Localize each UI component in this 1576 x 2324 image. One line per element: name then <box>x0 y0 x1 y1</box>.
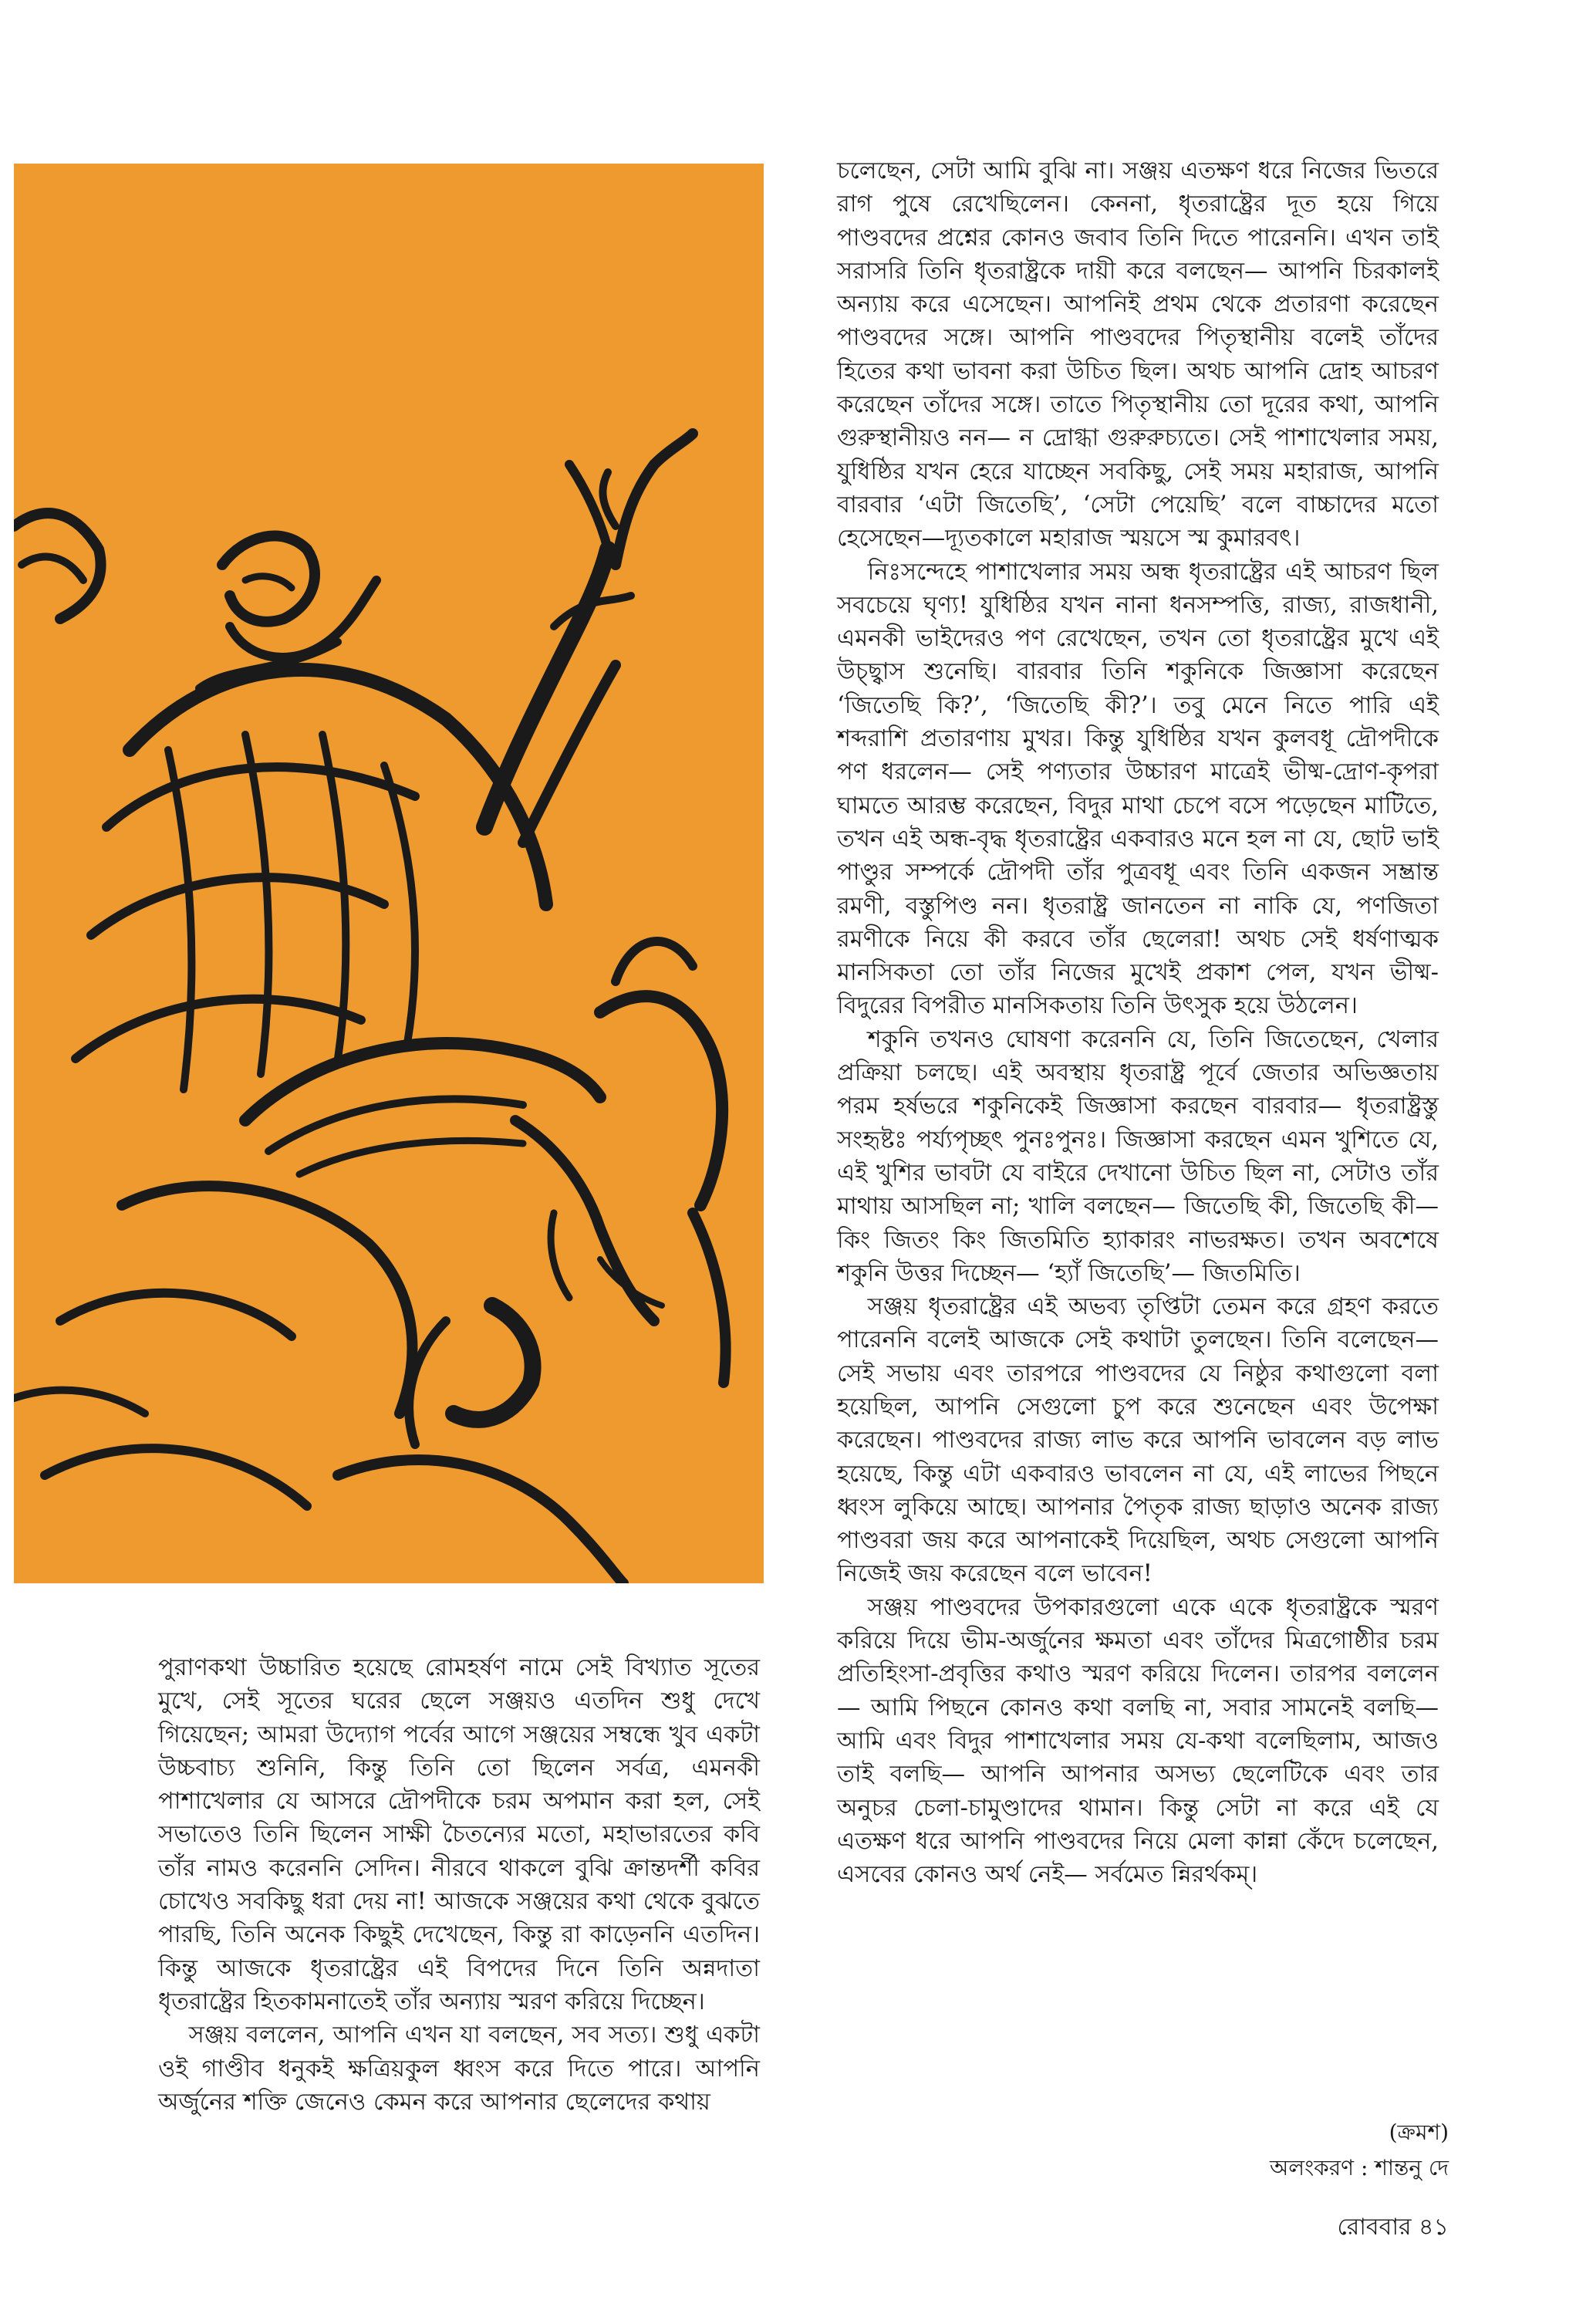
illustration-credit: অলংকরণ : শান্তনু দে <box>1270 2155 1449 2180</box>
ink-drawing <box>14 164 764 1583</box>
page-footer: রোববার ৪১ <box>1337 2214 1449 2241</box>
article-column-right <box>837 154 1439 1891</box>
paragraph: সঞ্জয় পাণ্ডবদের উপকারগুলো একে একে ধৃতরাষ্ট্রকে স্মরণ করিয়ে দিয়ে ভীম-অর্জুনের ক্ষমতা এবং তাঁদের মিত্রগোষ্ঠীর চরম প্রতিহিংসা-প্রবৃত্তির কথাও স্মরণ করিয়ে দিলেন। তারপর বললেন— আমি পিছনে কোনও কথা বলছি না, সবার সামনেই বলছি— আমি এবং বিদুর পাশাখেলার সময় যে-কথা বলেছিলাম, আজও তাই বলছি— আপনি আপনার অসভ্য ছেলেটিকে এবং তার অনুচর চেলা-চামুণ্ডাদের থামান। কিন্তু সেটা না করে এই যে এতক্ষণ ধরে আপনি পাণ্ডবদের নিয়ে মেলা কান্না কেঁদে চলেছেন, এসবের কোনও অর্থ নেই— সর্বমেত ন্নিরর্থকম্। <box>837 1593 1439 1889</box>
paragraph: পুরাণকথা উচ্চারিত হয়েছে রোমহর্ষণ নামে সেই বিখ্যাত সূতের মুখে, সেই সূতের ঘরের ছেলে সঞ্জয়ও এতদিন শুধু দেখে গিয়েছেন; আমরা উদ্যোগ পর্বের আগে সঞ্জয়ের সম্বন্ধে খুব একটা উচ্চবাচ্য শুনিনি, কিন্তু তিনি তো ছিলেন সর্বত্র, এমনকী পাশাখেলার যে আসরে দ্রৌপদীকে চরম অপমান করা হল, সেই সভাতেও তিনি ছিলেন সাক্ষী চৈতন্যের মতো, মহাভারতের কবি তাঁর নামও করেননি সেদিন। নীরবে থাকলে বুঝি ক্রান্তদর্শী কবির চোখেও সবকিছু ধরা দেয় না! আজকে সঞ্জয়ের কথা থেকে বুঝতে পারছি, তিনি অনেক কিছুই দেখেছেন, কিন্তু রা কাড়েননি এতদিন। কিন্তু আজকে ধৃতরাষ্ট্রের এই বিপদের দিনে তিনি অন্নদাতা ধৃতরাষ্ট্রের হিতকামনাতেই তাঁর অন্যায় স্মরণ করিয়ে দিচ্ছেন। <box>158 1654 760 2015</box>
paragraph: নিঃসন্দেহে পাশাখেলার সময় অন্ধ ধৃতরাষ্ট্রের এই আচরণ ছিল সবচেয়ে ঘৃণ্য! যুধিষ্ঠির যখন নানা ধনসম্পত্তি, রাজ্য, রাজধানী, এমনকী ভাইদেরও পণ রেখেছেন, তখন তো ধৃতরাষ্ট্রের মুখে এই উচ্ছ্বাস শুনেছি। বারবার তিনি শকুনিকে জিজ্ঞাসা করেছেন ‘জিতেছি কি?’, ‘জিতেছি কী?’। তবু মেনে নিতে পারি এই শব্দরাশি প্রতারণায় মুখর। কিন্তু যুধিষ্ঠির যখন কুলবধূ দ্রৌপদীকে পণ ধরলেন— সেই পণ্যতার উচ্চারণ মাত্রেই ভীষ্ম-দ্রোণ-কৃপরা ঘামতে আরম্ভ করেছেন, বিদুর মাথা চেপে বসে পড়েছেন মাটিতে, তখন এই অন্ধ-বৃদ্ধ ধৃতরাষ্ট্রের একবারও মনে হল না যে, ছোট ভাই পাণ্ডুর সম্পর্কে দ্রৌপদী তাঁর পুত্রবধূ এবং তিনি একজন সম্ভ্রান্ত রমণী, বস্তুপিণ্ড নন। ধৃতরাষ্ট্র জানতেন না নাকি যে, পণজিতা রমণীকে নিয়ে কী করবে তাঁর ছেলেরা! অথচ সেই ধর্ষণাত্মক মানসিকতা তো তাঁর নিজের মুখেই প্রকাশ পেল, যখন ভীষ্ম-বিদুরের বিপরীত মানসিকতায় তিনি উৎসুক হয়ে উঠলেন। <box>837 558 1439 1020</box>
article-column-left <box>158 1651 760 2119</box>
paragraph: শকুনি তখনও ঘোষণা করেননি যে, তিনি জিতেছেন, খেলার প্রক্রিয়া চলছে। এই অবস্থায় ধৃতরাষ্ট্র পূর্বে জেতার অভিজ্ঞতায় পরম হর্ষভরে শকুনিকেই জিজ্ঞাসা করছেন বারবার— ধৃতরাষ্ট্রস্তু সংহৃষ্টঃ পর্য্যপৃচ্ছৎ পুনঃপুনঃ। জিজ্ঞাসা করছেন এমন খুশিতে যে, এই খুশির ভাবটা যে বাইরে দেখানো উচিত ছিল না, সেটাও তাঁর মাথায় আসছিল না; খালি বলছেন— জিতেছি কী, জিতেছি কী—কিং জিতং কিং জিতমিতি হ্যাকারং নাভরক্ষত। তখন অবশেষে শকুনি উত্তর দিচ্ছেন— ‘হ্যাঁ জিতেছি’— জিতমিতি। <box>837 1025 1439 1287</box>
paragraph: সঞ্জয় বললেন, আপনি এখন যা বলছেন, সব সত্য। শুধু একটা ওই গাণ্ডীব ধনুকই ক্ষত্রিয়কুল ধ্বংস করে দিতে পারে। আপনি অর্জুনের শক্তি জেনেও কেমন করে আপনার ছেলেদের কথায় <box>158 2022 760 2116</box>
continued-note: (ক্রমশ) <box>1389 2120 1449 2145</box>
paragraph: সঞ্জয় ধৃতরাষ্ট্রের এই অভব্য তৃপ্তিটা তেমন করে গ্রহণ করতে পারেননি বলেই আজকে সেই কথাটা তুলছেন। তিনি বলেছেন— সেই সভায় এবং তারপরে পাণ্ডবদের যে নিষ্ঠুর কথাগুলো বলা হয়েছিল, আপনি সেগুলো চুপ করে শুনেছেন এবং উপেক্ষা করেছেন। পাণ্ডবদের রাজ্য লাভ করে আপনি ভাবলেন বড় লাভ হয়েছে, কিন্তু এটা একবারও ভাবলেন না যে, এই লাভের পিছনে ধ্বংস লুকিয়ে আছে। আপনার পৈতৃক রাজ্য ছাড়াও অনেক রাজ্য পাণ্ডবরা জয় করে আপনাকেই দিয়েছিল, অথচ সেগুলো আপনি নিজেই জয় করেছেন বলে ভাবেন! <box>837 1293 1439 1588</box>
paragraph: চলেছেন, সেটা আমি বুঝি না। সঞ্জয় এতক্ষণ ধরে নিজের ভিতরে রাগ পুষে রেখেছিলেন। কেননা, ধৃতরাষ্ট্রের দূত হয়ে গিয়ে পাণ্ডবদের প্রশ্নের কোনও জবাব তিনি দিতে পারেননি। এখন তাই সরাসরি তিনি ধৃতরাষ্ট্রকে দায়ী করে বলছেন— আপনি চিরকালই অন্যায় করে এসেছেন। আপনিই প্রথম থেকে প্রতারণা করেছেন পাণ্ডবদের সঙ্গে। আপনি পাণ্ডবদের পিতৃস্থানীয় বলেই তাঁদের হিতের কথা ভাবনা করা উচিত ছিল। অথচ আপনি দ্রোহ আচরণ করেছেন তাঁদের সঙ্গে। তাতে পিতৃস্থানীয় তো দূরের কথা, আপনি গুরুস্থানীয়ও নন— ন দ্রোগ্ধা গুরুরুচ্যতে। সেই পাশাখেলার সময়, যুধিষ্ঠির যখন হেরে যাচ্ছেন সবকিছু, সেই সময় মহারাজ, আপনি বারবার ‘এটা জিতেছি’, ‘সেটা পেয়েছি’ বলে বাচ্চাদের মতো হেসেছেন—দ্যূতকালে মহারাজ স্ময়সে স্ম কুমারবৎ। <box>837 157 1439 552</box>
illustration <box>14 164 764 1583</box>
